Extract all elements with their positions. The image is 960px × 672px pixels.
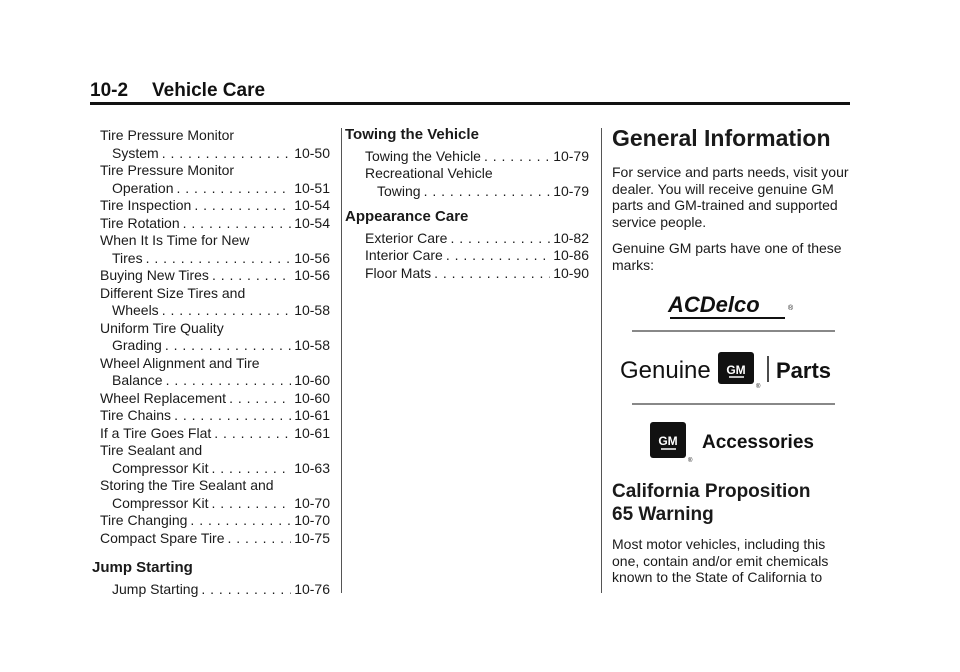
toc-entry-title: Interior Care — [365, 247, 443, 263]
toc-entry-title: Tire Rotation — [100, 214, 180, 231]
toc-entry-title: Wheels — [112, 302, 159, 318]
toc-entry-page: 10-58 — [294, 337, 330, 353]
toc-entry-title-line: Storing the Tire Sealant and — [100, 477, 274, 493]
page-number: 10-2 — [90, 80, 129, 101]
leader-dots — [229, 390, 291, 408]
toc-entry-title: Grading — [112, 337, 162, 353]
leader-dots — [446, 247, 550, 265]
leader-dots — [450, 230, 550, 248]
leader-dots — [176, 180, 291, 198]
toc-column-1 — [92, 127, 330, 598]
toc-entry-page: 10-75 — [294, 529, 330, 546]
toc-column-2 — [345, 126, 589, 282]
toc-entry-title: Compact Spare Tire — [100, 529, 225, 546]
toc-entry-page: 10-70 — [294, 512, 330, 528]
leader-dots — [214, 425, 291, 443]
california-paragraph: Most motor vehicles, including this one, contain and/or emit chemicals known to the State of California to — [612, 536, 829, 585]
toc-entry-title: Towing — [377, 182, 421, 199]
toc-entry-title-line: Wheel Alignment and Tire — [100, 354, 260, 371]
page-header — [90, 80, 265, 102]
toc-entry[interactable] — [353, 165, 589, 200]
toc-entry-title: Tire Changing — [100, 512, 188, 528]
header-rule — [90, 102, 850, 105]
toc-entry[interactable] — [100, 215, 330, 233]
leader-dots — [484, 148, 550, 166]
toc-entry-page: 10-50 — [294, 144, 330, 161]
toc-entry-page: 10-82 — [553, 229, 589, 246]
toc-entry-title: Floor Mats — [365, 264, 432, 281]
toc-entry[interactable] — [100, 390, 330, 408]
toc-entry-title-line: When It Is Time for New — [100, 232, 250, 248]
leader-dots — [211, 460, 291, 478]
leader-dots — [194, 197, 291, 215]
gm-badge-text: GM — [658, 434, 678, 448]
accessories-wordmark: Accessories — [702, 432, 814, 453]
toc-entry[interactable] — [100, 197, 330, 215]
toc-entry-title-line: Recreational Vehicle — [365, 165, 493, 181]
toc-entry[interactable] — [100, 285, 330, 320]
leader-dots — [162, 302, 292, 320]
toc-entry-page: 10-86 — [553, 247, 589, 263]
acdelco-logo-icon: ACDelco — [668, 292, 760, 317]
toc-entry-page: 10-61 — [294, 424, 330, 441]
registered-mark-icon: ® — [756, 384, 761, 390]
toc-entry-page: 10-60 — [294, 389, 330, 406]
toc-entry-title: Compressor Kit — [112, 494, 209, 511]
toc-entry-title: Tires — [112, 249, 143, 266]
column-divider — [341, 128, 342, 593]
registered-mark-icon: ® — [688, 458, 693, 464]
toc-entry[interactable] — [353, 148, 589, 166]
toc-entry-page: 10-58 — [294, 302, 330, 318]
parts-wordmark: Parts — [776, 358, 832, 383]
marks-graphic — [620, 290, 850, 470]
leader-dots — [212, 267, 291, 285]
column-divider — [601, 128, 602, 593]
general-information-heading: General Information — [612, 125, 831, 151]
service-paragraph: For service and parts needs, visit your dealer. You will receive genuine GM parts and GM-trained and supported service people. — [612, 164, 849, 230]
leader-dots — [201, 581, 291, 599]
toc-entry[interactable] — [100, 407, 330, 425]
toc-entry-title: If a Tire Goes Flat — [100, 424, 212, 441]
leader-dots — [166, 372, 292, 390]
toc-entry[interactable] — [100, 355, 330, 390]
toc-entry-title-line: Tire Pressure Monitor — [100, 127, 235, 143]
toc-entry[interactable] — [353, 230, 589, 248]
toc-entry-title-line: Tire Pressure Monitor — [100, 162, 235, 178]
toc-list — [100, 127, 330, 547]
toc-entry-page: 10-56 — [294, 249, 330, 266]
chapter-title: Vehicle Care — [152, 80, 266, 101]
toc-entry[interactable] — [100, 127, 330, 162]
genuine-gm-marks — [620, 290, 850, 475]
leader-dots — [434, 265, 550, 283]
toc-entry[interactable] — [100, 477, 330, 512]
toc-entry-title: System — [112, 144, 159, 161]
toc-entry-title: Wheel Replacement — [100, 389, 227, 406]
california-warning-block — [612, 480, 852, 596]
toc-entry-page: 10-54 — [294, 214, 330, 231]
general-information-column — [612, 124, 852, 283]
toc-entry[interactable] — [100, 442, 330, 477]
toc-entry[interactable] — [100, 530, 330, 548]
registered-mark-icon: ® — [788, 305, 794, 312]
toc-entry-page: 10-56 — [294, 267, 330, 283]
toc-entry-title-line: Uniform Tire Quality — [100, 319, 224, 336]
leader-dots — [165, 337, 291, 355]
toc-entry-title-line: Tire Sealant and — [100, 442, 203, 458]
toc-entry[interactable] — [100, 267, 330, 285]
california-heading-line-2: 65 Warning — [612, 504, 714, 525]
toc-entry-title: Compressor Kit — [112, 459, 209, 476]
leader-dots — [146, 250, 292, 268]
california-heading — [612, 480, 852, 526]
section-heading-jump-starting: Jump Starting — [92, 559, 193, 576]
toc-entry[interactable] — [100, 425, 330, 443]
gm-badge-text: GM — [726, 363, 746, 377]
toc-entry-title: Tire Inspection — [100, 197, 192, 213]
california-heading-line-1: California Proposition — [612, 481, 811, 502]
leader-dots — [211, 495, 291, 513]
toc-entry-page: 10-79 — [553, 147, 589, 164]
toc-entry[interactable] — [100, 320, 330, 355]
toc-entry-title: Balance — [112, 372, 163, 388]
toc-entry-title: Towing the Vehicle — [365, 147, 481, 164]
genuine-wordmark: Genuine — [620, 357, 711, 384]
toc-entry-page: 10-90 — [553, 264, 589, 281]
toc-entry-page: 10-76 — [294, 580, 330, 597]
toc-entry[interactable] — [353, 265, 589, 283]
leader-dots — [228, 530, 292, 548]
toc-entry-page: 10-60 — [294, 372, 330, 388]
leader-dots — [190, 512, 291, 530]
toc-entry-title: Buying New Tires — [100, 267, 209, 283]
toc-entry-title: Jump Starting — [112, 580, 199, 597]
marks-paragraph: Genuine GM parts have one of these marks: — [612, 240, 842, 273]
toc-entry-page: 10-54 — [294, 197, 330, 213]
toc-entry[interactable] — [100, 162, 330, 197]
leader-dots — [162, 145, 292, 163]
leader-dots — [424, 183, 551, 201]
toc-entry[interactable] — [353, 247, 589, 265]
toc-entry-page: 10-61 — [294, 407, 330, 423]
toc-entry[interactable] — [100, 512, 330, 530]
toc-entry-title: Exterior Care — [365, 229, 448, 246]
toc-entry-page: 10-63 — [294, 459, 330, 476]
leader-dots — [183, 215, 292, 233]
toc-entry-page: 10-79 — [553, 182, 589, 199]
toc-entry[interactable] — [100, 581, 330, 599]
toc-entry-title: Tire Chains — [100, 407, 172, 423]
toc-entry[interactable] — [100, 232, 330, 267]
section-heading-appearance: Appearance Care — [345, 208, 469, 225]
leader-dots — [174, 407, 291, 425]
toc-entry-title: Operation — [112, 179, 174, 196]
toc-entry-page: 10-51 — [294, 179, 330, 196]
section-heading-towing: Towing the Vehicle — [345, 126, 479, 143]
toc-entry-title-line: Different Size Tires and — [100, 284, 246, 301]
toc-entry-page: 10-70 — [294, 494, 330, 511]
